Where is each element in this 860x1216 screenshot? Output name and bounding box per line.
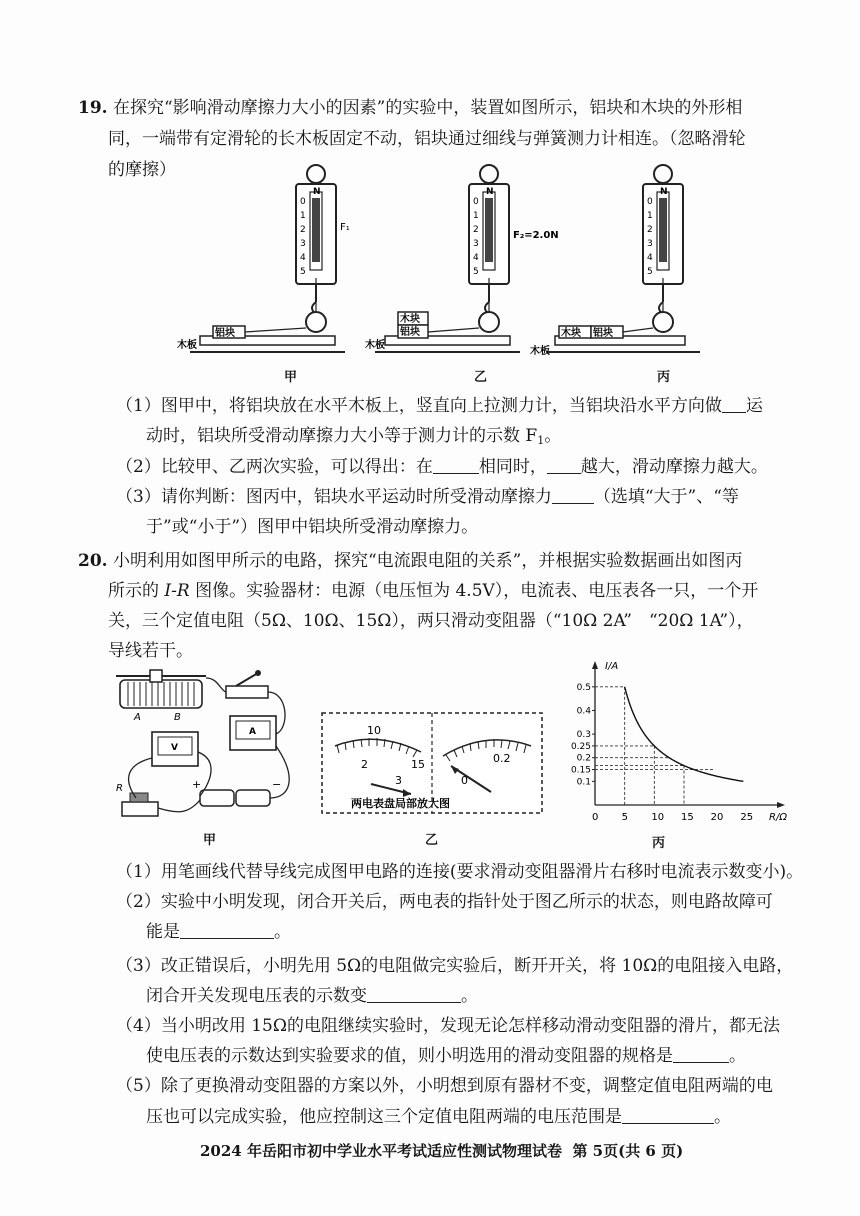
voltmeter-label: V xyxy=(171,743,178,753)
fig-bing-caption: 丙 xyxy=(652,836,666,851)
tick-label: 0 xyxy=(473,197,479,207)
q19-p3-num: （3） xyxy=(116,487,161,507)
y-tick-label: 0.25 xyxy=(570,741,591,752)
q20-p2-num: （2） xyxy=(116,892,161,912)
q20-number: 20. xyxy=(78,551,108,571)
y-axis-arrow xyxy=(592,661,598,669)
q19-p1-text-a: 图甲中，将铝块放在水平木板上，竖直向上拉测力计，当铝块沿水平方向做 xyxy=(160,396,722,416)
wood-label-yi: 木块 xyxy=(400,314,420,325)
board-label-yi: 木板 xyxy=(365,340,385,351)
q20-p4-blank[interactable] xyxy=(673,1046,729,1063)
q20-p2-text-c: 。 xyxy=(274,922,291,942)
x-tick-label: 10 xyxy=(651,812,665,823)
q20-p2-text-a: 实验中小明发现，闭合开关后，两电表的指针处于图乙所示的状态，则电路故障可 xyxy=(160,892,773,912)
q20-p4-text-a: 当小明改用 15Ω的电阻继续实验时，发现无论怎样移动滑动变阻器的滑片，都无法 xyxy=(160,1016,780,1036)
y-axis-label: I/A xyxy=(605,661,619,672)
tick-label: 3 xyxy=(300,239,306,249)
q20-line-2 xyxy=(108,580,758,602)
chart-layer xyxy=(571,661,787,823)
q20-p5-line-2 xyxy=(146,1106,731,1128)
q19-p1-blank[interactable] xyxy=(722,396,746,413)
q19-line-1 xyxy=(78,97,742,119)
q19-p3-line-2: 于”或“小于”）图甲中铝块所受滑动摩擦力。 xyxy=(146,517,479,537)
aluminum-label-bing: 铝块 xyxy=(593,328,613,339)
dial-left-tick-2: 2 xyxy=(361,758,368,771)
footer-title: 2024 年岳阳市初中学业水平考试适应性测试物理试卷 xyxy=(200,1142,562,1160)
wood-label-bing: 木块 xyxy=(561,328,581,339)
circuit-figure xyxy=(108,668,313,826)
q19-p1-num: （1） xyxy=(116,396,161,416)
tick-label: 4 xyxy=(647,253,653,263)
tick-label: 1 xyxy=(300,211,306,221)
q20-line-1 xyxy=(78,550,742,572)
q19-p2-text-a: 比较甲、乙两次实验，可以得出：在 xyxy=(160,457,433,477)
x-tick-label: 25 xyxy=(740,812,754,823)
footer-page: 第 5页(共 6 页) xyxy=(572,1142,684,1160)
f1-label: F₁ xyxy=(340,222,350,233)
q20-p4-num: （4） xyxy=(116,1016,161,1036)
x-axis-arrow xyxy=(777,802,785,808)
ir-chart xyxy=(555,660,790,835)
x-tick-label: 20 xyxy=(710,812,724,823)
caption-bing: 丙 xyxy=(657,370,671,385)
ammeter-label: A xyxy=(249,727,256,737)
q19-p3-text-a: 请你判断：图丙中，铝块水平运动时所受滑动摩擦力 xyxy=(160,487,552,507)
meter-dials-figure xyxy=(321,712,543,814)
q20-p2-blank[interactable] xyxy=(180,922,274,939)
q20-p2-text-b: 能是 xyxy=(146,922,180,942)
y-tick-label: 0.3 xyxy=(576,730,591,741)
tick-label: 2 xyxy=(647,225,653,235)
q20-p1-text: 用笔画线代替导线完成图甲电路的连接(要求滑动变阻器滑片右移时电流表示数变小)。 xyxy=(160,862,804,882)
q20-p3-num: （3） xyxy=(116,956,161,976)
tick-label: 3 xyxy=(647,239,653,249)
dial-left-tick-10: 10 xyxy=(367,724,381,737)
y-tick-label: 0.15 xyxy=(570,765,591,776)
board-label-bing: 木板 xyxy=(530,346,550,357)
board-bing xyxy=(547,278,700,352)
caption-jia: 甲 xyxy=(284,370,298,385)
tick-label: 0 xyxy=(300,197,306,207)
battery-plus: + xyxy=(192,778,202,791)
q20-p4-line-1 xyxy=(116,1015,780,1037)
q20-p4-text-c: 。 xyxy=(729,1046,746,1066)
tick-label: 5 xyxy=(300,267,306,277)
q19-p3-blank[interactable] xyxy=(552,487,594,504)
tick-label: 4 xyxy=(473,253,479,263)
aluminum-label-jia: 铝块 xyxy=(215,328,235,339)
q19-p2-text-c: 越大，滑动摩擦力越大。 xyxy=(580,457,768,477)
switch xyxy=(226,686,268,698)
q20-p2-line-1 xyxy=(116,891,773,913)
aluminum-label-yi: 铝块 xyxy=(400,327,420,338)
resistor xyxy=(122,802,158,816)
fig-yi-caption: 乙 xyxy=(425,833,439,848)
q19-p1-text-c: 动时，铝块所受滑动摩擦力大小等于测力计的示数 F xyxy=(146,426,538,446)
rheostat-b-label: B xyxy=(174,712,181,723)
q20-p4-text-b: 使电压表的示数达到实验要求的值，则小明选用的滑动变阻器的规格是 xyxy=(146,1046,673,1066)
q20-p5-line-1 xyxy=(116,1075,773,1097)
scale-yi-top: N xyxy=(486,187,494,197)
tick-label: 2 xyxy=(300,225,306,235)
q19-figure xyxy=(175,162,715,362)
q20-line-3: 关，三个定值电阻（5Ω、10Ω、15Ω），两只滑动变阻器（“10Ω 2A” “20Ω 1A”）， xyxy=(108,611,754,631)
rheostat xyxy=(120,680,202,708)
tick-label: 3 xyxy=(473,239,479,249)
q19-line-3: 的摩擦） xyxy=(108,160,176,180)
dial-left-tick-15: 15 xyxy=(411,758,425,771)
q19-p3-line-1 xyxy=(116,486,739,508)
y-tick-label: 0.5 xyxy=(576,682,591,693)
fig-jia-caption: 甲 xyxy=(203,833,217,848)
q20-text-2a: 所示的 xyxy=(108,581,165,601)
q20-text-2b: 图像。实验器材：电源（电压恒为 4.5V），电流表、电压表各一只，一个开 xyxy=(189,581,759,601)
q20-p5-text-a: 除了更换滑动变阻器的方案以外，小明想到原有器材不变，调整定值电阻两端的电 xyxy=(160,1076,773,1096)
q20-p5-num: （5） xyxy=(116,1076,161,1096)
q20-p5-blank[interactable] xyxy=(622,1107,714,1124)
q20-p3-blank[interactable] xyxy=(367,986,461,1003)
x-tick-label: 5 xyxy=(621,812,629,823)
q20-p1-line xyxy=(116,861,803,883)
q20-p2-line-2 xyxy=(146,921,291,943)
resistor-label: R xyxy=(116,783,123,794)
q20-ir: I-R xyxy=(164,581,190,601)
q19-p2-num: （2） xyxy=(116,457,161,477)
q20-p4-line-2 xyxy=(146,1045,746,1067)
battery-minus: − xyxy=(272,778,282,791)
rheostat-a-label: A xyxy=(134,712,141,723)
f2-label: F₂=2.0N xyxy=(513,230,559,241)
q19-text-1: 在探究“影响滑动摩擦力大小的因素”的实验中，装置如图所示，铝块和木块的外形相 xyxy=(112,98,743,118)
battery-cell-1 xyxy=(200,790,234,806)
q19-p1-end: 。 xyxy=(544,426,562,446)
tick-label: 0 xyxy=(647,197,653,207)
board-label-jia: 木板 xyxy=(177,340,197,351)
q19-line-2: 同，一端带有定滑轮的长木板固定不动，铝块通过细线与弹簧测力计相连。（忽略滑轮 xyxy=(108,129,746,149)
q19-number: 19. xyxy=(78,98,108,118)
tick-label: 1 xyxy=(647,211,653,221)
q20-p3-line-1 xyxy=(116,955,793,977)
q20-p3-line-2 xyxy=(146,985,478,1007)
scale-jia-top: N xyxy=(313,187,321,197)
q19-p1-line-1 xyxy=(116,395,763,417)
q20-p1-num: （1） xyxy=(116,862,161,882)
q19-p2-line xyxy=(116,456,768,478)
y-tick-label: 0.1 xyxy=(576,777,591,788)
tick-label: 2 xyxy=(473,225,479,235)
dial-right-tick-02: 0.2 xyxy=(493,752,511,765)
q19-p1-line-2 xyxy=(146,425,561,452)
q20-line-4: 导线若干。 xyxy=(108,641,193,661)
tick-label: 4 xyxy=(300,253,306,263)
scale-bing-top: N xyxy=(660,187,668,197)
y-tick-label: 0.4 xyxy=(576,706,591,717)
page-footer xyxy=(200,1140,683,1161)
board-yi xyxy=(375,278,520,352)
q19-p1-sub: 1 xyxy=(537,434,545,447)
tick-label: 5 xyxy=(473,267,479,277)
q19-p2-blank-2[interactable] xyxy=(547,457,581,474)
q20-p5-text-c: 。 xyxy=(714,1107,731,1127)
q19-p3-text-b: （选填“大于”、“等 xyxy=(593,487,739,507)
board-jia xyxy=(190,278,345,352)
q19-p1-text-b: 运 xyxy=(745,396,763,416)
tick-label: 1 xyxy=(473,211,479,221)
q20-p3-text-c: 。 xyxy=(461,986,478,1006)
tick-label: 5 xyxy=(647,267,653,277)
x-tick-label: 15 xyxy=(681,812,694,823)
x-tick-label: 0 xyxy=(592,812,599,823)
battery-cell-2 xyxy=(236,790,270,806)
dial-note: 两电表盘局部放大图 xyxy=(351,797,450,810)
y-tick-label: 0.2 xyxy=(576,753,591,764)
q20-p3-text-a: 改正错误后，小明先用 5Ω的电阻做完实验后，断开开关，将 10Ω的电阻接入电路， xyxy=(160,956,794,976)
dial-left-tick-3: 3 xyxy=(395,774,402,787)
q20-p5-text-b: 压也可以完成实验，他应控制这三个定值电阻两端的电压范围是 xyxy=(146,1107,622,1127)
caption-yi: 乙 xyxy=(474,370,488,385)
dial-right-tick-0: 0 xyxy=(461,774,468,787)
q20-text-1: 小明利用如图甲所示的电路，探究“电流跟电阻的关系”，并根据实验数据画出如图丙 xyxy=(112,551,743,571)
q19-p2-text-b: 相同时， xyxy=(478,457,547,477)
q20-p3-text-b: 闭合开关发现电压表的示数变 xyxy=(146,986,367,1006)
q19-p2-blank-1[interactable] xyxy=(433,457,479,474)
x-axis-label: R/Ω xyxy=(769,812,787,823)
